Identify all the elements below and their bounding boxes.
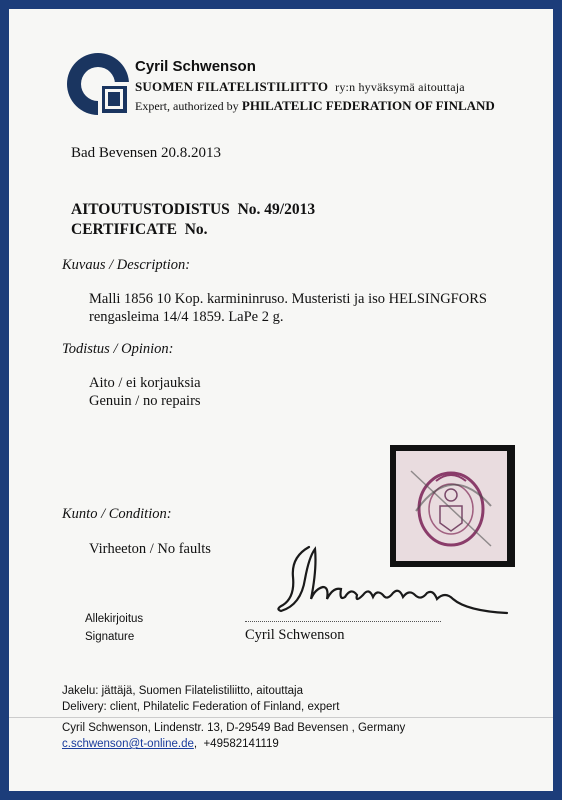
email-link[interactable]: c.schwenson@t-online.de [62,738,194,750]
certificate-sheet [9,9,553,791]
footer-contact: c.schwenson@t-online.de, +49582141119 [62,738,279,750]
distribution-en: Delivery: client, Philatelic Federation of Finland, expert [62,701,340,713]
expert-organization: PHILATELIC FEDERATION OF FINLAND [241,98,495,113]
opinion-label: Todistus / Opinion: [62,341,174,357]
federation-line [135,79,465,95]
condition-label: Kunto / Condition: [62,506,172,522]
certificate-number-fi [71,201,315,219]
signature-label-fi: Allekirjoitus [85,613,144,625]
place-date: Bad Bevensen 20.8.2013 [71,145,221,161]
opinion-line-1: Aito / ei korjauksia [89,375,201,391]
footer-divider [9,717,553,718]
description-line-1: Malli 1856 10 Kop. karmininruso. Musteristi ja iso HELSINGFORS [89,291,487,307]
federation-logo [65,51,131,117]
condition-value: Virheeton / No faults [89,541,211,557]
signer-name: Cyril Schwenson [245,627,345,643]
expert-authorization [135,98,495,114]
federation-name: SUOMEN FILATELISTILIITTO [135,79,329,94]
opinion-line-2: Genuin / no repairs [89,393,201,409]
expert-prefix: Expert, authorized by [135,99,239,113]
cert-label-fi: AITOUTUSTODISTUS [71,201,230,218]
signature-label-en: Signature [85,631,135,643]
cert-no-label-en: No. [184,221,208,238]
footer-address: Cyril Schwenson, Lindenstr. 13, D-29549 Bad Bevensen , Germany [62,722,406,734]
description-line-2: rengasleima 14/4 1859. LaPe 2 g. [89,309,284,325]
certificate-number-en [71,221,208,239]
distribution-fi: Jakelu: jättäjä, Suomen Filatelistiliitto, aitouttaja [62,685,303,697]
handwritten-signature [271,539,511,619]
signature-line [245,621,441,622]
cert-no-label: No. [237,201,261,218]
phone-number: +49582141119 [203,738,279,750]
cert-number: 49/2013 [264,201,316,218]
expert-name: Cyril Schwenson [135,58,256,75]
cert-label-en: CERTIFICATE [71,221,177,238]
federation-suffix: ry:n hyväksymä aitouttaja [335,80,465,94]
description-label: Kuvaus / Description: [62,257,191,273]
